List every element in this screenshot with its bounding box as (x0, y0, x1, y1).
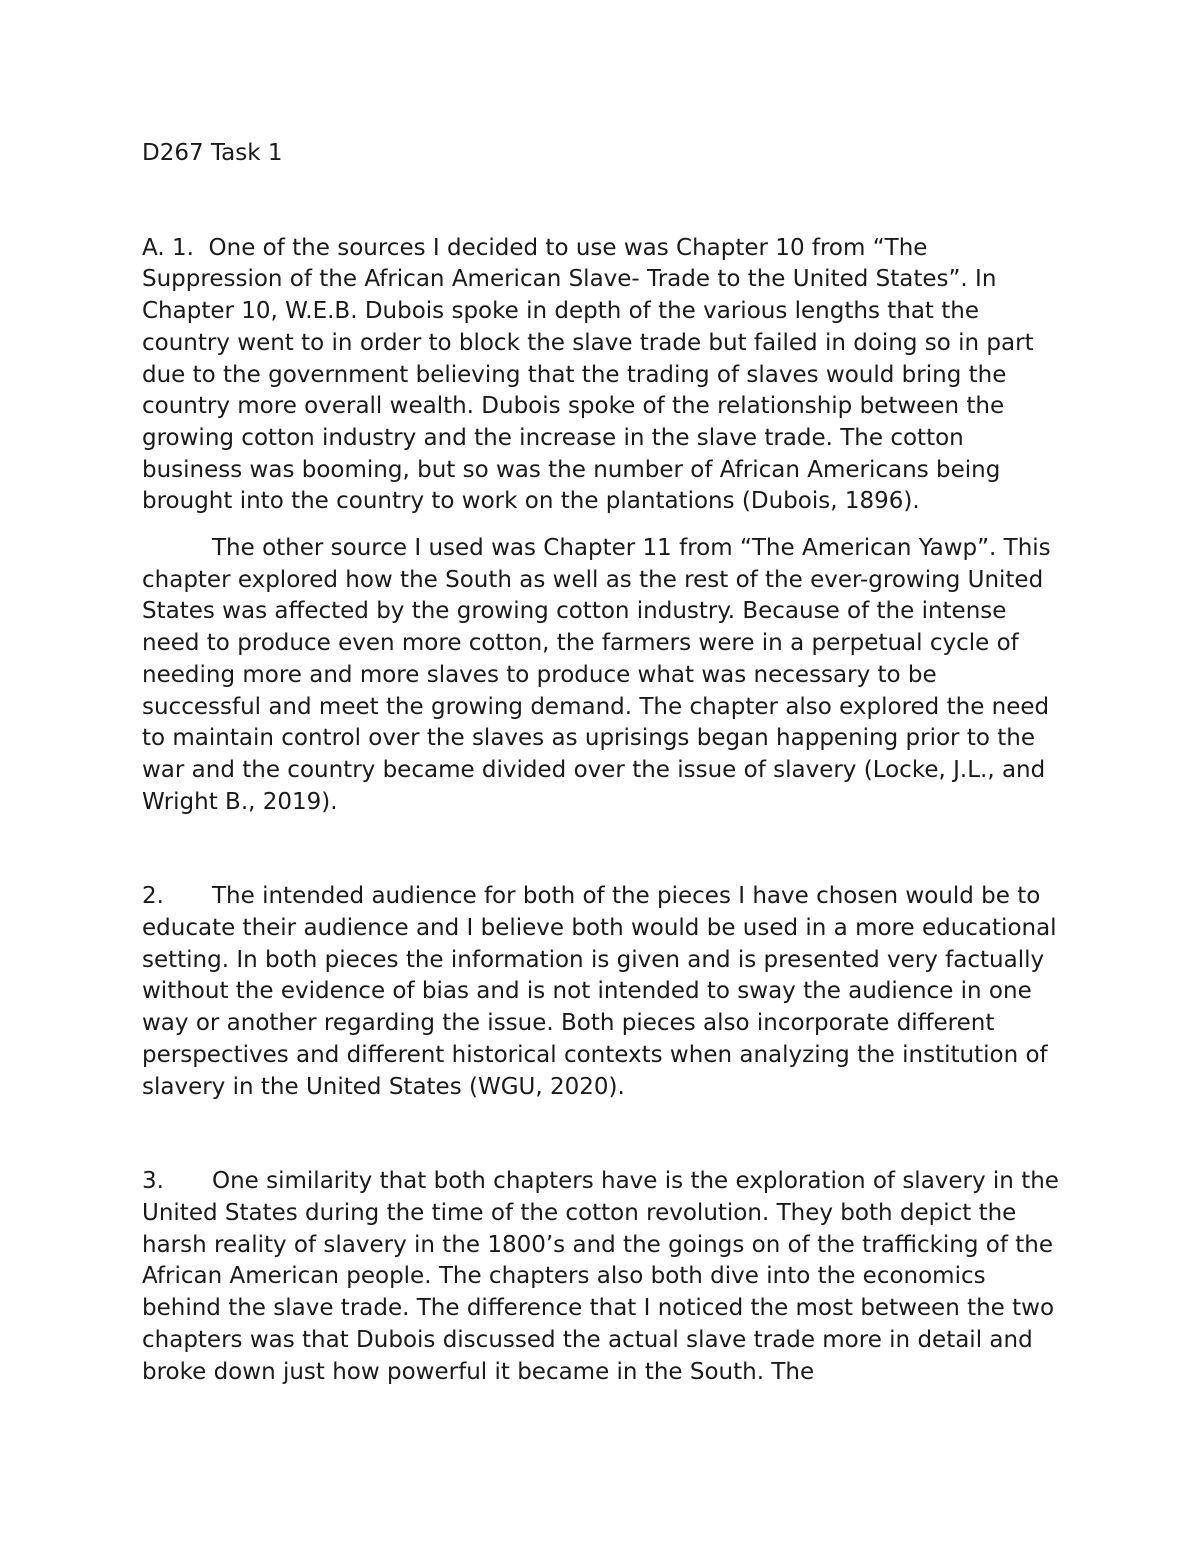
paragraph-a1-sources (142, 233, 1062, 518)
section-label-3: 3. (142, 1168, 164, 1195)
paragraph-a1-second-source: The other source I used was Chapter 11 from “The American Yawp”. This chapter explored how the South as well as the rest of the ever-growing United States was affected by the growing cotton industry. Because of the intense need to produce even more cotton, the farmers were in a perpetual cycle of needing more and more slaves to produce what was necessary to be successful and meet the growing demand. The chapter also explored the need to maintain control over the slaves as uprisings began happening prior to the war and the country became divided over the issue of slavery (Locke, J.L., and Wright B., 2019). (142, 535, 1051, 815)
section-label-2: 2. (142, 883, 164, 910)
paragraph-3-comparison (142, 1166, 1062, 1388)
document-body (142, 138, 1062, 1388)
paragraph-a1-text: One of the sources I decided to use was Chapter 10 from “The Suppression of the African American Slave- Trade to the United States”. In Chapter 10, W.E.B. Dubois spoke in depth of the various lengths that the country went to in order to block the slave trade but failed in doing so in part due to the government believing that the trading of slaves would bring the country more overall wealth. Dubois spoke of the relationship between the growing cotton industry and the increase in the slave trade. The cotton business was booming, but so was the number of African Americans being brought into the country to work on the plantations (Dubois, 1896). (142, 234, 1034, 515)
section-label-a1: A. 1. (142, 234, 194, 261)
paragraph-3-text: One similarity that both chapters have is the exploration of slavery in the United States during the time of the cotton revolution. They both depict the harsh reality of slavery in the 1800’s and the goings on of the trafficking of the African American people. The chapters also both dive into the economics behind the slave trade. The difference that I noticed the most between the two chapters was that Dubois discussed the actual slave trade more in detail and broke down just how powerful it became in the South. The (142, 1168, 1059, 1385)
document-title: D267 Task 1 (142, 140, 283, 166)
paragraph-2-text: The intended audience for both of the pieces I have chosen would be to educate their audience and I believe both would be used in a more educational setting. In both pieces the information is given and is presented very factually without the evidence of bias and is not intended to sway the audience in one way or another regarding the issue. Both pieces also incorporate different perspectives and different historical contexts when analyzing the institution of slavery in the United States (WGU, 2020). (142, 883, 1057, 1100)
paragraph-2-audience (142, 881, 1062, 1103)
